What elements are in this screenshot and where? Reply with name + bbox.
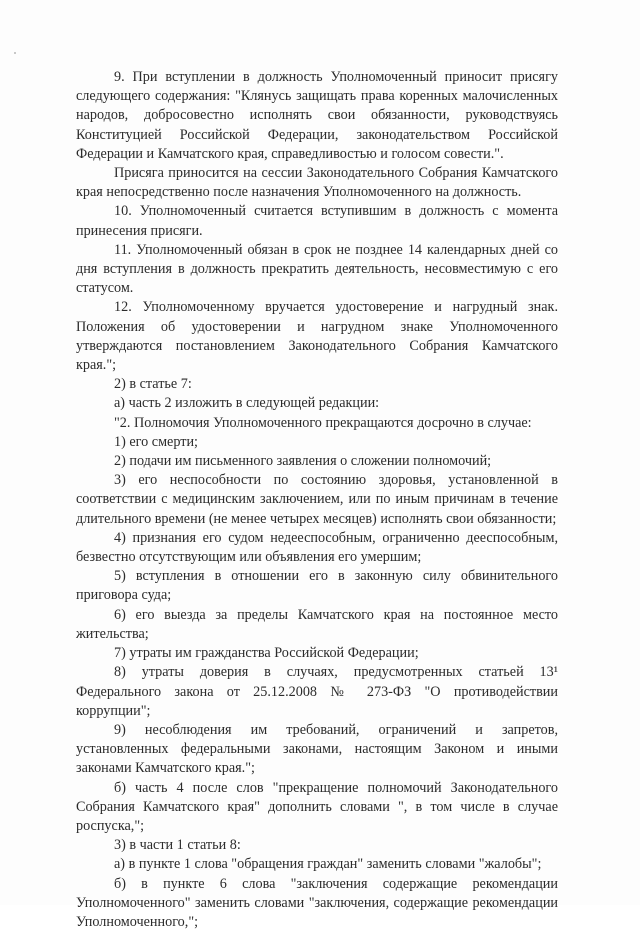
paragraph-oath-session: Присяга приносится на сессии Законодательного Собрания Камчатского края непосредственно после назначения Уполномоченного на должность.: [76, 165, 558, 201]
paragraph-11: 11. Уполномоченный обязан в срок не позднее 14 календарных дней со дня вступления в должность прекратить деятельность, несовместимую с его статусом.: [76, 241, 558, 297]
list-item-1: 1) его смерти;: [114, 433, 198, 450]
paragraph-article-8: 3) в части 1 статьи 8:: [114, 837, 241, 854]
paragraph-12: 12. Уполномоченному вручается удостоверение и нагрудный знак. Положения об удостоверении и нагрудном знаке Уполномоченного утверждаются постановлением Законодательного Собрания Камчатского края.";: [76, 299, 558, 374]
paragraph-part-2: а) часть 2 изложить в следующей редакции:: [114, 395, 380, 412]
paragraph-item-1: а) в пункте 1 слова "обращения граждан" заменить словами "жалобы";: [114, 856, 542, 873]
paragraph-part-4: б) часть 4 после слов "прекращение полномочий Законодательного Собрания Камчатского края" дополнить словами ", в том числе в случае роспуска,";: [76, 779, 558, 834]
list-item-8: 8) утраты доверия в случаях, предусмотренных статьей 13¹ Федерального закона от 25.12.2008 № 273-ФЗ "О противодействии коррупции";: [76, 664, 558, 719]
list-item-9: 9) несоблюдения им требований, ограничений и запретов, установленных федеральными законами, настоящим Законом и иными законами Камчатского края.";: [76, 721, 558, 777]
list-item-2: 2) подачи им письменного заявления о сложении полномочий;: [114, 453, 492, 470]
list-item-7: 7) утраты им гражданства Российской Федерации;: [114, 645, 419, 662]
paragraph-article-7: 2) в статье 7:: [114, 376, 192, 393]
paragraph-10: 10. Уполномоченный считается вступившим в должность с момента принесения присяги.: [76, 203, 558, 239]
paragraph-termination-intro: "2. Полномочия Уполномоченного прекращаются досрочно в случае:: [114, 414, 532, 431]
list-item-5: 5) вступления в отношении его в законную силу обвинительного приговора суда;: [76, 568, 558, 604]
document-body: [76, 68, 558, 932]
paragraph-item-6: б) в пункте 6 слова "заключения содержащие рекомендации Уполномоченного" заменить словами "заключения, содержащие рекомендации Уполномоченного,";: [76, 875, 558, 930]
scan-speck: [14, 52, 16, 54]
paragraph-oath: 9. При вступлении в должность Уполномоченный приносит присягу следующего содержания: "Клянусь защищать права коренных малочисленных народов, добросовестно исполнять свои обязанности, руководствуясь Конституцией Российской Федерации, законодательством Российской Федерации и Камчатского края, справедливостью и голосом совести.".: [76, 69, 558, 162]
list-item-3: 3) его неспособности по состоянию здоровья, установленной в соответствии с медицинским заключением, или по иным причинам в течение длительного времени (не менее четырех месяцев) исполнять свои обязанности;: [76, 472, 558, 527]
list-item-4: 4) признания его судом недееспособным, ограниченно дееспособным, безвестно отсутствующим или объявления его умершим;: [76, 529, 558, 566]
list-item-6: 6) его выезда за пределы Камчатского края на постоянное место жительства;: [76, 606, 558, 642]
